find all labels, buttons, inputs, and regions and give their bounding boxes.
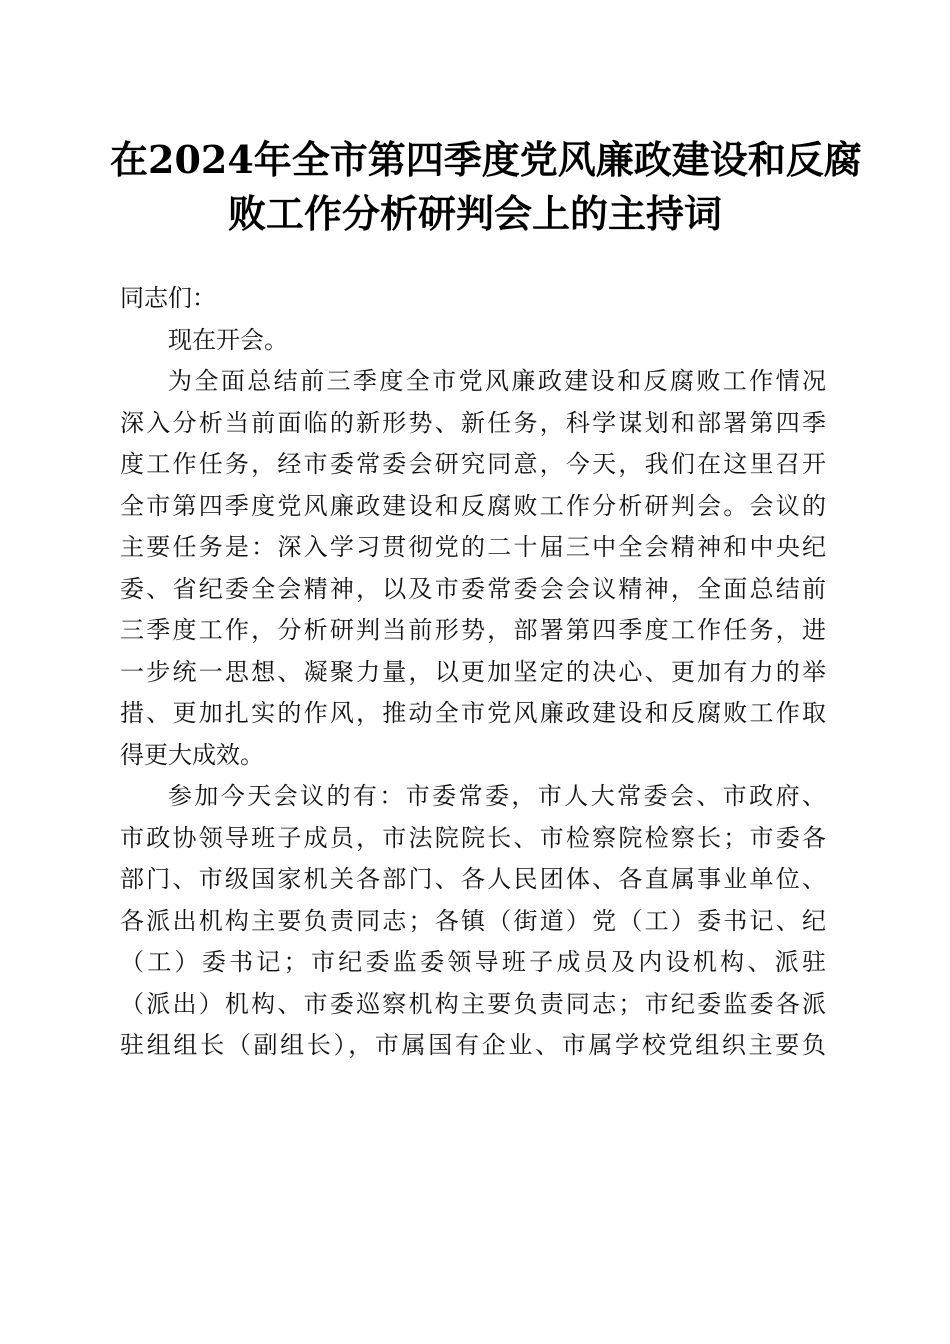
salutation: 同志们：: [120, 284, 216, 312]
document-title: [110, 133, 862, 241]
paragraph-3-line: 驻组组长（副组长），市属国有企业、市属学校党组织主要负: [120, 1031, 826, 1059]
paragraph-3-line: （工）委书记；市纪委监委领导班子成员及内设机构、派驻: [120, 948, 826, 976]
paragraph-2-line: 深入分析当前面临的新形势、新任务，科学谋划和部署第四季: [120, 408, 826, 437]
paragraph-1-line: 现在开会。: [168, 325, 288, 354]
paragraph-2-line: 三季度工作，分析研判当前形势，部署第四季度工作任务，进: [120, 616, 826, 644]
paragraph-2-line: 得更大成效。: [120, 740, 264, 769]
paragraph-3-line: 市政协领导班子成员，市法院院长、市检察院检察长；市委各: [120, 823, 826, 852]
paragraph-2-line: 全市第四季度党风廉政建设和反腐败工作分析研判会。会议的: [120, 491, 826, 520]
paragraph-2-line: 主要任务是：深入学习贯彻党的二十届三中全会精神和中央纪: [120, 533, 826, 561]
title-line-2: 败工作分析研判会上的主持词: [227, 191, 722, 236]
paragraph-3-line: （派出）机构、市委巡察机构主要负责同志；市纪委监委各派: [120, 989, 826, 1018]
paragraph-2-line: 为全面总结前三季度全市党风廉政建设和反腐败工作情况: [168, 367, 826, 395]
paragraph-2-line: 措、更加扎实的作风，推动全市党风廉政建设和反腐败工作取: [120, 699, 826, 727]
document-body: [120, 278, 826, 1067]
paragraph-3-line: 各派出机构主要负责同志；各镇（街道）党（工）委书记、纪: [120, 906, 826, 935]
paragraph-2-line: 一步统一思想、凝聚力量，以更加坚定的决心、更加有力的举: [120, 657, 826, 686]
title-line-1: 在2024年全市第四季度党风廉政建设和反腐: [110, 137, 862, 182]
paragraph-3-line: 参加今天会议的有：市委常委，市人大常委会、市政府、: [168, 782, 826, 810]
paragraph-2-line: 度工作任务，经市委常委会研究同意，今天，我们在这里召开: [120, 450, 826, 478]
paragraph-2-line: 委、省纪委全会精神，以及市委常委会会议精神，全面总结前: [120, 574, 826, 603]
paragraph-3-line: 部门、市级国家机关各部门、各人民团体、各直属事业单位、: [120, 865, 826, 893]
